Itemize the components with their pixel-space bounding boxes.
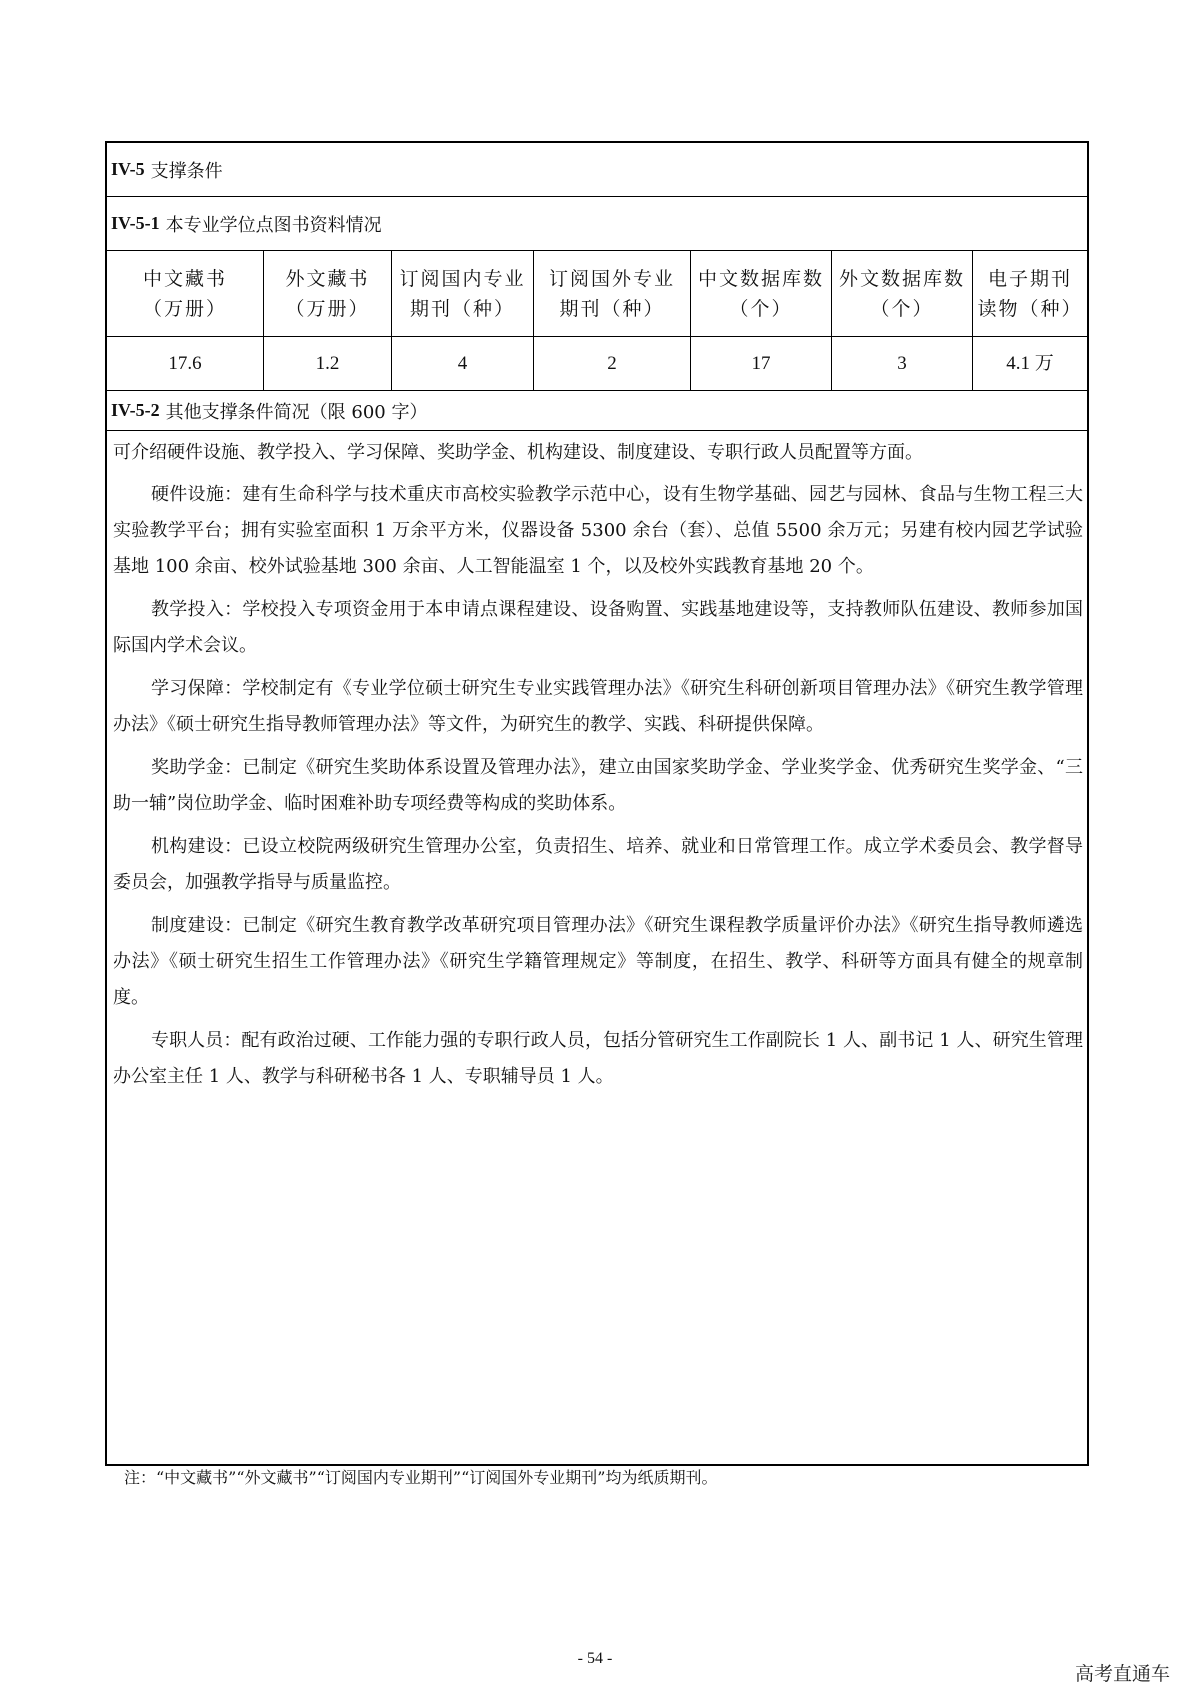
table-value-cell: 2 (534, 337, 691, 391)
watermark: 高考直通车 (1074, 1663, 1170, 1685)
paragraph-scholarships: 奖助学金：已制定《研究生奖助体系设置及管理办法》，建立由国家奖助学金、学业奖学金、优秀研究生奖学金、“三助一辅”岗位助学金、临时困难补助专项经费等构成的奖助体系。 (113, 757, 1084, 814)
subsection2-title: 其他支撑条件简况（限 600 字） (165, 401, 428, 423)
paragraph-study-support: 学习保障：学校制定有《专业学位硕士研究生专业实践管理办法》《研究生科研创新项目管理办法》《研究生教学管理办法》《硕士研究生指导教师管理办法》等文件，为研究生的教学、实践、科研提供保障。 (113, 678, 1083, 735)
table-value-cell: 1.2 (264, 337, 392, 391)
paragraph-staff: 专职人员：配有政治过硬、工作能力强的专职行政人员，包括分管研究生工作副院长 1 人、副书记 1 人、研究生管理办公室主任 1 人、教学与科研秘书各 1 人、专职辅导员 1 人。 (113, 1030, 1083, 1087)
subsection-code: IV-5-1 (111, 213, 160, 233)
subsection2-code: IV-5-2 (111, 400, 160, 420)
table-header-cell: 电子期刊 读物（种） (973, 251, 1087, 337)
table-value-cell: 17 (691, 337, 832, 391)
library-table-header (107, 251, 1087, 337)
table-header-cell: 订阅国内专业 期刊（种） (392, 251, 534, 337)
support-conditions-text (113, 435, 1083, 1102)
table-value-cell: 3 (832, 337, 973, 391)
table-header-cell: 外文藏书 （万册） (264, 251, 392, 337)
table-header-cell: 中文藏书 （万册） (107, 251, 264, 337)
paragraph-regulations: 制度建设：已制定《研究生教育教学改革研究项目管理办法》《研究生课程教学质量评价办法》《研究生指导教师遴选办法》《硕士研究生招生工作管理办法》《研究生学籍管理规定》等制度，在招生、教学、科研等方面具有健全的规章制度。 (113, 915, 1083, 1008)
section-code: IV-5 (111, 159, 145, 179)
table-header-cell: 订阅国外专业 期刊（种） (534, 251, 691, 337)
section-header (107, 143, 1087, 197)
subsection2-header (107, 391, 1087, 431)
page-number: - 54 - (577, 1650, 613, 1667)
intro-text: 可介绍硬件设施、教学投入、学习保障、奖助学金、机构建设、制度建设、专职行政人员配置等方面。 (113, 442, 923, 463)
form-frame (105, 141, 1089, 1466)
paragraph-organization: 机构建设：已设立校院两级研究生管理办公室，负责招生、培养、就业和日常管理工作。成立学术委员会、教学督导委员会，加强教学指导与质量监控。 (113, 836, 1084, 893)
table-value-cell: 4 (392, 337, 534, 391)
table-header-cell: 中文数据库数 （个） (691, 251, 832, 337)
section-title: 支撑条件 (150, 160, 223, 182)
paragraph-hardware: 硬件设施：建有生命科学与技术重庆市高校实验教学示范中心，设有生物学基础、园艺与园林、食品与生物工程三大实验教学平台；拥有实验室面积 1 万余平方米，仪器设备 5300 余台（套）、总值 5500 余万元；另建有校内园艺学试验基地 100 余亩、校外试验基地 300 余亩、人工智能温室 1 个，以及校外实践教育基地 20 个。 (113, 484, 1084, 577)
table-header-cell: 外文数据库数 （个） (832, 251, 973, 337)
table-value-cell: 4.1 万 (973, 337, 1087, 391)
library-table-values (107, 337, 1087, 391)
table-value-cell: 17.6 (107, 337, 264, 391)
footnote: 注：“中文藏书”“外文藏书”“订阅国内专业期刊”“订阅国外专业期刊”均为纸质期刊。 (124, 1468, 718, 1487)
paragraph-teaching-investment: 教学投入：学校投入专项资金用于本申请点课程建设、设备购置、实践基地建设等，支持教师队伍建设、教师参加国际国内学术会议。 (113, 599, 1084, 656)
subsection-title: 本专业学位点图书资料情况 (165, 214, 382, 236)
subsection-header (107, 197, 1087, 251)
